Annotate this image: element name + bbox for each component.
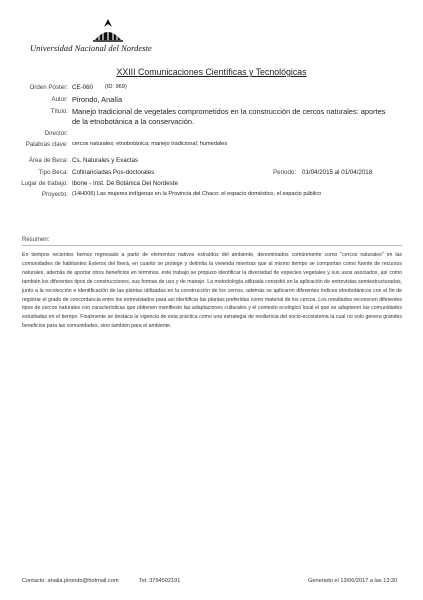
periodo-value: 01/04/2015 al 01/04/2018 bbox=[302, 169, 373, 176]
divider bbox=[22, 245, 402, 246]
tipo-beca-label: Tipo Beca: bbox=[38, 169, 68, 176]
footer-contact: Contacto: analia.pirondo@hotmail.com bbox=[22, 578, 119, 584]
titulo-label: Título: bbox=[50, 108, 68, 115]
university-logo bbox=[30, 18, 190, 58]
autor-label: Autor: bbox=[51, 96, 68, 103]
orden-poster-id: (ID: 969) bbox=[105, 84, 127, 90]
periodo-label: Periodo: bbox=[273, 169, 297, 176]
university-seal-icon bbox=[85, 18, 131, 44]
lugar-trabajo-label: Lugar de trabajo: bbox=[21, 180, 68, 187]
titulo-value-line1: Manejo tradicional de vegetales comprometidos en la construcción de cercos naturales: aportes bbox=[72, 107, 386, 116]
page-title: XXIII Comunicaciones Científicas y Tecnológicas bbox=[116, 67, 307, 77]
footer-phone: Tel: 3794502191 bbox=[139, 578, 181, 584]
palabras-clave-value: cercos naturales; etnobotánica; manejo tradicional; humedales bbox=[72, 141, 228, 147]
lugar-trabajo-value: Ibone - Inst. De Botánica Del Nordeste bbox=[72, 180, 178, 187]
proyecto-label: Proyecto: bbox=[41, 191, 68, 198]
orden-poster-value: CE-060 bbox=[72, 84, 93, 91]
proyecto-value: (14H006) Las mujeres indígenas en la Provincia del Chaco: el espacio doméstico, el espacio público bbox=[72, 191, 322, 197]
resumen-label: Resumen: bbox=[22, 237, 50, 243]
palabras-clave-label: Palabras clave: bbox=[25, 141, 68, 148]
orden-poster-label: Orden Póster: bbox=[29, 84, 68, 91]
area-beca-value: Cs. Naturales y Exactas bbox=[72, 157, 139, 164]
director-label: Director: bbox=[44, 130, 68, 137]
autor-value: Pirondo, Analía bbox=[72, 95, 123, 104]
tipo-beca-value: Cofinanciadas Pos-doctorales bbox=[72, 169, 155, 176]
area-beca-label: Área de Beca: bbox=[28, 157, 68, 164]
resumen-text: En tiempos recientes hemos regresado a partir de elementos nativos extraídos del ambiente, denominados comúnmente como "cercos naturales" en las comunidades de habitantes Esteros del Iberá, en cuanto se protege y delimita la vivienda mientras que al mismo tiempo se comportan como fuente de recursos naturales, además de aportar otros beneficios en términos. este trabajo se propuso identificar la diversidad de especies vegetales y sus usos asociados, así como también los diferentes tipos de construcciones, sus formas de uso y de manejo. La metodología utilizada consistió en la aplicación de entrevistas semiestructuradas, junto a la recolección e identificación de las plantas utilizadas en la construcción de los cercos, además se aplicaron diferentes índices etnobotánicos con el fin de registrar el grado de concordancia entre los entrevistados para así identificar las plantas preferidas como material de los cercos. Los resultados reconocen diferentes tipos de cercos naturales con características que obtienen manifiesto las adaptaciones culturales y el contexto ecológico local el que se adaptaron las comunidades estudiadas en el tiempo. Finalmente se destaca la vigencia de esta práctica como una estrategia de resiliencia del socio-ecosistema la cual no solo genera grandes beneficios para las comunidades, sino también para el ambiente. bbox=[22, 252, 402, 330]
footer-generated: Generado el 13/06/2017 a las 13:20 bbox=[308, 578, 398, 584]
titulo-value-line2: de la etnobotánica a la conservación. bbox=[72, 117, 195, 126]
university-name: Universidad Nacional del Nordeste bbox=[30, 44, 152, 53]
